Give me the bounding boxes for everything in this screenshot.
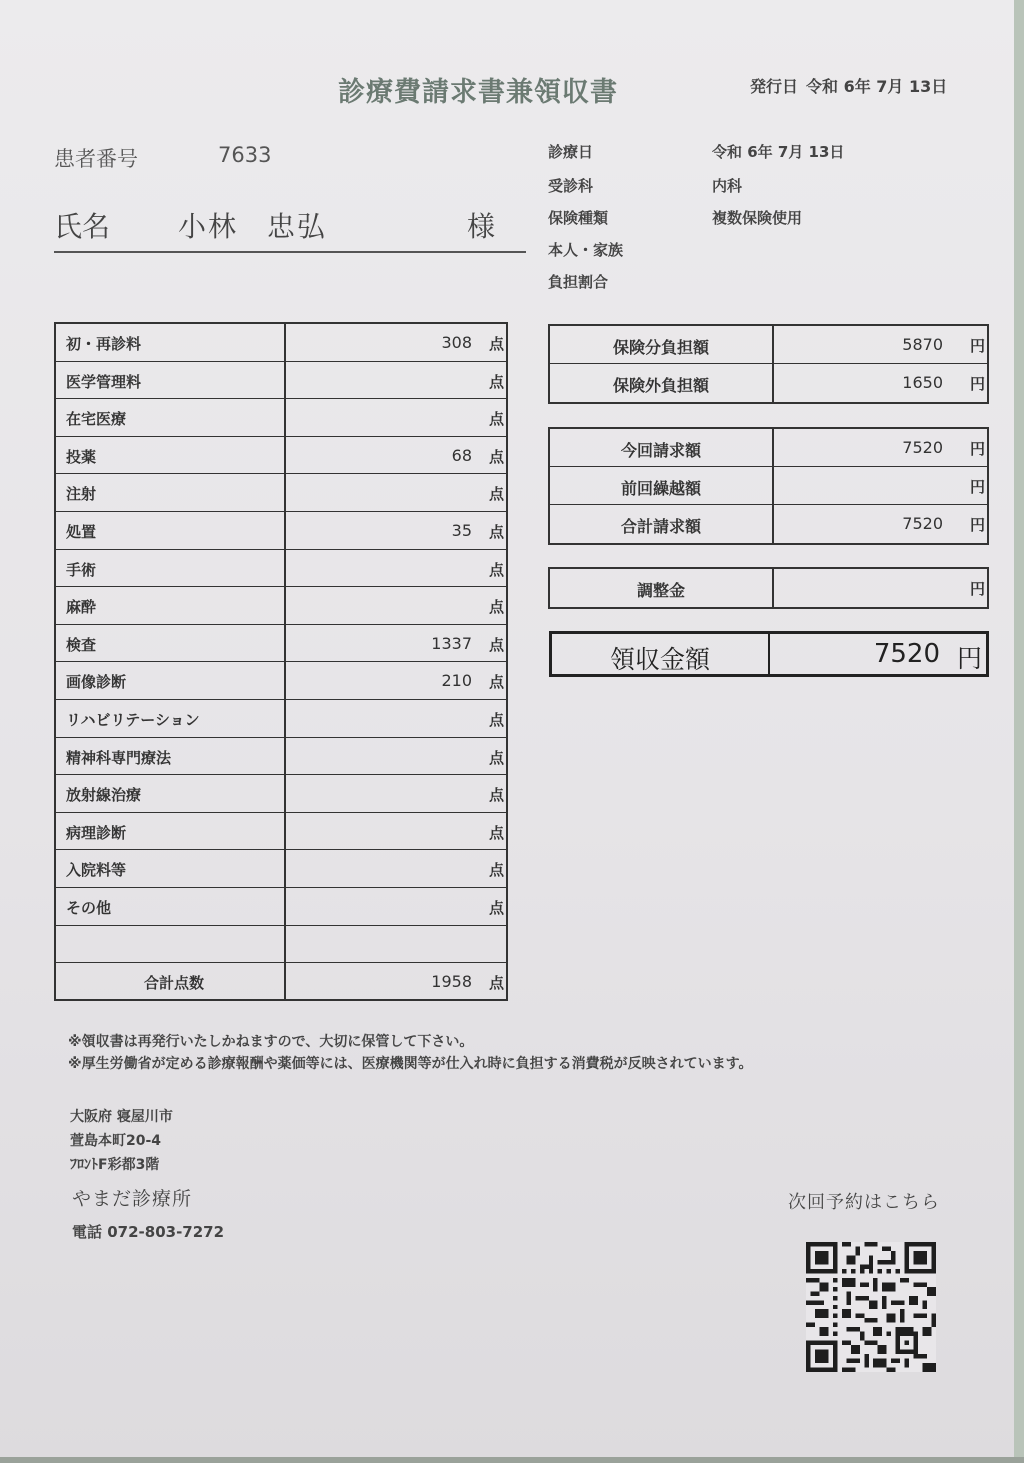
table-row	[56, 850, 506, 888]
patient-id-value: 7633	[218, 143, 272, 167]
uninsured-burden-label: 保険外負担額	[612, 376, 709, 395]
row-unit: 点	[488, 748, 504, 767]
department-value: 内科	[712, 177, 743, 195]
column-divider	[284, 775, 286, 812]
insurance-type-value: 複数保険使用	[712, 209, 803, 227]
row-unit: 点	[488, 560, 504, 579]
row-label: 在宅医療	[66, 410, 127, 429]
yen-unit: 円	[969, 580, 985, 598]
table-row	[56, 700, 506, 738]
note-tax: ※厚生労働省が定める診療報酬や薬価等には、医療機関等が仕入れ時に負担する消費税が反映されています。	[68, 1056, 753, 1072]
total-points-label: 合計点数	[144, 974, 205, 993]
row-unit: 点	[488, 974, 504, 993]
row-value: 308	[441, 333, 472, 352]
table-row	[56, 662, 506, 700]
insured-relation-label: 本人・家族	[548, 241, 624, 259]
row-unit: 点	[488, 898, 504, 917]
row-label: 医学管理料	[66, 372, 142, 391]
total-billing-label: 合計請求額	[620, 517, 701, 536]
receipt-amount-label: 領収金額	[609, 645, 710, 674]
yen-unit: 円	[969, 440, 985, 458]
note-reissue: ※領収書は再発行いたしかねますので、大切に保管して下さい。	[68, 1034, 474, 1050]
insured-burden-value: 5870	[902, 335, 943, 354]
uninsured-burden-value: 1650	[902, 373, 943, 392]
column-divider	[284, 738, 286, 775]
uninsured-burden-row	[550, 364, 987, 402]
column-divider	[284, 324, 286, 361]
column-divider	[772, 429, 774, 466]
total-billing-value: 7520	[902, 514, 943, 533]
table-row	[56, 437, 506, 475]
column-divider	[284, 512, 286, 549]
row-unit: 点	[488, 447, 504, 466]
table-row	[56, 775, 506, 813]
column-divider	[284, 362, 286, 399]
yen-unit: 円	[969, 337, 985, 355]
edge-shadow-right	[1014, 0, 1024, 1463]
patient-honorific: 様	[467, 210, 496, 243]
row-label: 病理診断	[66, 823, 127, 842]
column-divider	[284, 625, 286, 662]
receipt-amount-box	[549, 631, 989, 677]
patient-name-label: 氏名	[54, 210, 111, 243]
table-row	[56, 474, 506, 512]
row-label: 放射線治療	[66, 786, 142, 805]
row-unit: 点	[488, 335, 504, 353]
column-divider	[284, 399, 286, 436]
row-label: 処置	[66, 522, 97, 541]
total-points-row	[56, 963, 506, 1001]
row-label: その他	[66, 898, 112, 917]
row-unit: 点	[488, 823, 504, 842]
burden-box	[548, 324, 989, 404]
row-label: 画像診断	[66, 673, 127, 692]
column-divider	[284, 437, 286, 474]
billing-box	[548, 427, 989, 545]
clinic-phone: 電話 072-803-7272	[72, 1223, 225, 1241]
clinic-address-line1: 大阪府 寝屋川市	[70, 1109, 173, 1125]
points-table	[54, 322, 508, 1001]
visit-date-value: 令和 6年 7月 13日	[712, 143, 845, 161]
column-divider	[772, 505, 774, 543]
table-row	[56, 587, 506, 625]
row-label: リハビリテーション	[66, 710, 200, 729]
row-unit: 点	[488, 861, 504, 880]
adjustment-label: 調整金	[636, 581, 685, 600]
table-row	[56, 888, 506, 926]
yen-unit: 円	[969, 375, 985, 393]
insurance-type-label: 保険種類	[548, 209, 609, 227]
column-divider	[772, 326, 774, 363]
clinic-address-line3: ﾌﾛﾝﾄF彩都3階	[70, 1157, 160, 1173]
carryover-label: 前回繰越額	[620, 479, 701, 498]
patient-id-label: 患者番号	[54, 147, 138, 171]
row-unit: 点	[488, 710, 504, 729]
table-row	[56, 362, 506, 400]
total-billing-row	[550, 505, 987, 543]
column-divider	[284, 850, 286, 887]
issue-date	[750, 74, 955, 97]
column-divider	[284, 813, 286, 850]
row-label: 投薬	[66, 447, 97, 466]
issue-date-label: 発行日	[750, 77, 799, 96]
row-value: 35	[451, 520, 472, 540]
blank-row	[56, 926, 506, 964]
carryover-row	[550, 467, 987, 505]
table-row	[56, 550, 506, 588]
column-divider	[768, 634, 770, 674]
row-value: 210	[441, 671, 472, 691]
burden-ratio-label: 負担割合	[548, 273, 609, 291]
current-billing-row	[550, 429, 987, 467]
table-row	[56, 512, 506, 550]
clinic-name: やまだ診療所	[72, 1188, 193, 1210]
name-underline	[54, 251, 526, 253]
patient-name-value: 小林 忠弘	[178, 210, 327, 243]
edge-shadow-bottom	[0, 1457, 1024, 1463]
row-label: 検査	[66, 635, 97, 654]
column-divider	[772, 569, 774, 607]
current-billing-value: 7520	[902, 438, 943, 457]
row-label: 注射	[66, 485, 97, 504]
department-label: 受診科	[548, 177, 594, 195]
row-unit: 点	[488, 673, 504, 692]
current-billing-label: 今回請求額	[620, 441, 701, 460]
row-unit: 点	[488, 786, 504, 805]
adjustment-row	[550, 569, 987, 607]
row-value: 1337	[431, 633, 472, 653]
row-unit: 点	[488, 522, 504, 541]
row-unit: 点	[488, 598, 504, 617]
column-divider	[284, 963, 286, 999]
qr-code-icon[interactable]	[806, 1242, 936, 1372]
table-row	[56, 625, 506, 663]
column-divider	[284, 474, 286, 511]
yen-unit: 円	[969, 478, 985, 496]
column-divider	[284, 888, 286, 925]
column-divider	[772, 467, 774, 504]
column-divider	[284, 587, 286, 624]
column-divider	[284, 550, 286, 587]
column-divider	[772, 364, 774, 402]
yen-unit: 円	[956, 644, 982, 673]
next-booking-label: 次回予約はこちら	[788, 1192, 940, 1213]
receipt-amount-value: 7520	[873, 639, 940, 669]
row-label: 麻酔	[66, 598, 97, 617]
insured-burden-label: 保険分負担額	[612, 338, 709, 357]
row-label: 初・再診料	[66, 335, 142, 353]
issue-date-value: 令和 6年 7月 13日	[806, 77, 948, 96]
row-value: 68	[451, 445, 472, 465]
column-divider	[284, 926, 286, 963]
insured-burden-row	[550, 326, 987, 364]
yen-unit: 円	[969, 516, 985, 534]
adjustment-box	[548, 567, 989, 609]
row-label: 入院料等	[66, 861, 127, 880]
table-row	[56, 738, 506, 776]
clinic-address-line2: 萱島本町20-4	[70, 1133, 162, 1149]
document-title: 診療費請求書兼領収書	[338, 77, 618, 108]
table-row	[56, 324, 506, 362]
total-points-value: 1958	[431, 972, 472, 992]
table-row	[56, 399, 506, 437]
row-unit: 点	[488, 372, 504, 391]
table-row	[56, 813, 506, 851]
row-label: 精神科専門療法	[66, 748, 172, 767]
row-unit: 点	[488, 635, 504, 654]
row-unit: 点	[488, 485, 504, 504]
visit-date-label: 診療日	[548, 143, 594, 161]
column-divider	[284, 700, 286, 737]
column-divider	[284, 662, 286, 699]
row-label: 手術	[66, 560, 97, 579]
row-unit: 点	[488, 410, 504, 429]
